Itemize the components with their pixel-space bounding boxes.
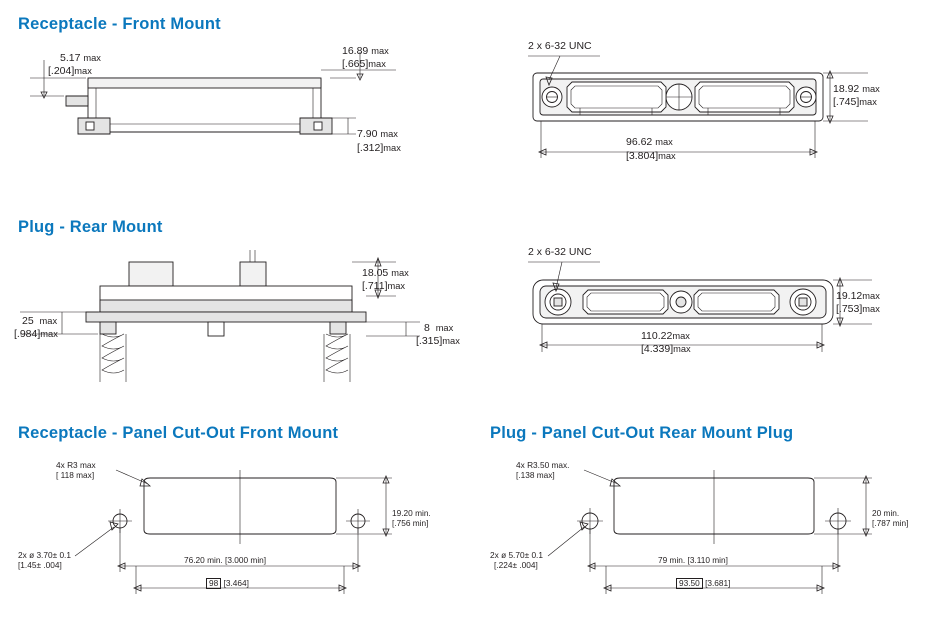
section-title-plug-panel-cutout: Plug - Panel Cut-Out Rear Mount Plug <box>490 424 794 442</box>
receptacle-cutout-view <box>75 470 392 594</box>
dim-plug-front-width-mm: 110.22max <box>641 330 690 342</box>
receptacle-cutout-overall-in: [3.464] <box>223 578 249 588</box>
dim-plug-cutout-height-in: [.787 min] <box>872 518 909 528</box>
dim-plug-cutout-overall <box>676 578 730 589</box>
dim-plug-side-depth-in: [.315]max <box>416 335 460 347</box>
dim-receptacle-cutout-radius-mm: 4x R3 max <box>56 460 96 470</box>
dim-receptacle-side-flange-mm: 7.90 max <box>357 128 398 140</box>
dim-plug-front-width-in: [4.339]max <box>641 343 691 355</box>
dim-plug-cutout-pitch: 79 min. [3.110 min] <box>658 555 728 565</box>
receptacle-front-view <box>528 56 868 158</box>
dim-plug-side-length-mm: 25 max <box>22 315 58 327</box>
dim-plug-front-height-in: [.753]max <box>836 303 880 315</box>
section-title-receptacle-front-mount: Receptacle - Front Mount <box>18 15 221 33</box>
dim-receptacle-cutout-hole-mm: 2x ø 3.70± 0.1 <box>18 550 71 560</box>
dim-receptacle-front-height-mm: 18.92 max <box>833 83 880 95</box>
dim-receptacle-side-width-mm: 16.89 max <box>342 45 389 57</box>
dim-plug-cutout-radius-in: [.138 max] <box>516 470 555 480</box>
dim-receptacle-cutout-pitch: 76.20 min. [3.000 min] <box>184 555 267 565</box>
plug-front-view <box>528 262 872 352</box>
receptacle-cutout-overall-mm: 98 <box>206 578 221 589</box>
plug-cutout-overall-in: [3.681] <box>705 578 731 588</box>
plug-cutout-view <box>548 470 872 594</box>
dim-receptacle-cutout-overall <box>206 578 249 589</box>
dim-plug-side-height-in: [.711]max <box>362 280 406 292</box>
section-title-plug-rear-mount: Plug - Rear Mount <box>18 218 163 236</box>
dim-receptacle-side-width-in: [.665]max <box>342 58 386 70</box>
dim-plug-side-depth-mm: 8 max <box>424 322 454 334</box>
dim-receptacle-cutout-height-mm: 19.20 min. <box>392 508 431 518</box>
dim-receptacle-front-width-mm: 96.62 max <box>626 136 673 148</box>
dim-receptacle-cutout-radius-in: [ 118 max] <box>56 470 95 480</box>
dim-plug-cutout-radius-mm: 4x R3.50 max. <box>516 460 570 470</box>
dim-plug-cutout-height-mm: 20 min. <box>872 508 900 518</box>
plug-cutout-overall-mm: 93.50 <box>676 578 703 589</box>
dim-receptacle-front-height-in: [.745]max <box>833 96 877 108</box>
dim-receptacle-cutout-height-in: [.756 min] <box>392 518 429 528</box>
dim-receptacle-side-height-mm: 5.17 max <box>60 52 101 64</box>
dim-receptacle-side-height-in: [.204]max <box>48 65 92 77</box>
dim-plug-cutout-hole-in: [.224± .004] <box>494 560 538 570</box>
dim-receptacle-thread-note: 2 x 6-32 UNC <box>528 40 592 52</box>
dim-plug-side-length-in: [.984]max <box>14 328 58 340</box>
dim-receptacle-side-flange-in: [.312]max <box>357 142 401 154</box>
dim-plug-thread-note: 2 x 6-32 UNC <box>528 246 592 258</box>
dim-receptacle-cutout-hole-in: [1.45± .004] <box>18 560 62 570</box>
dim-plug-front-height-mm: 19.12max <box>836 290 880 302</box>
dim-receptacle-front-width-in: [3.804]max <box>626 150 676 162</box>
dim-plug-cutout-hole-mm: 2x ø 5.70± 0.1 <box>490 550 543 560</box>
section-title-receptacle-panel-cutout: Receptacle - Panel Cut-Out Front Mount <box>18 424 339 442</box>
plug-side-view <box>20 250 420 382</box>
dim-plug-side-height-mm: 18.05 max <box>362 267 409 279</box>
